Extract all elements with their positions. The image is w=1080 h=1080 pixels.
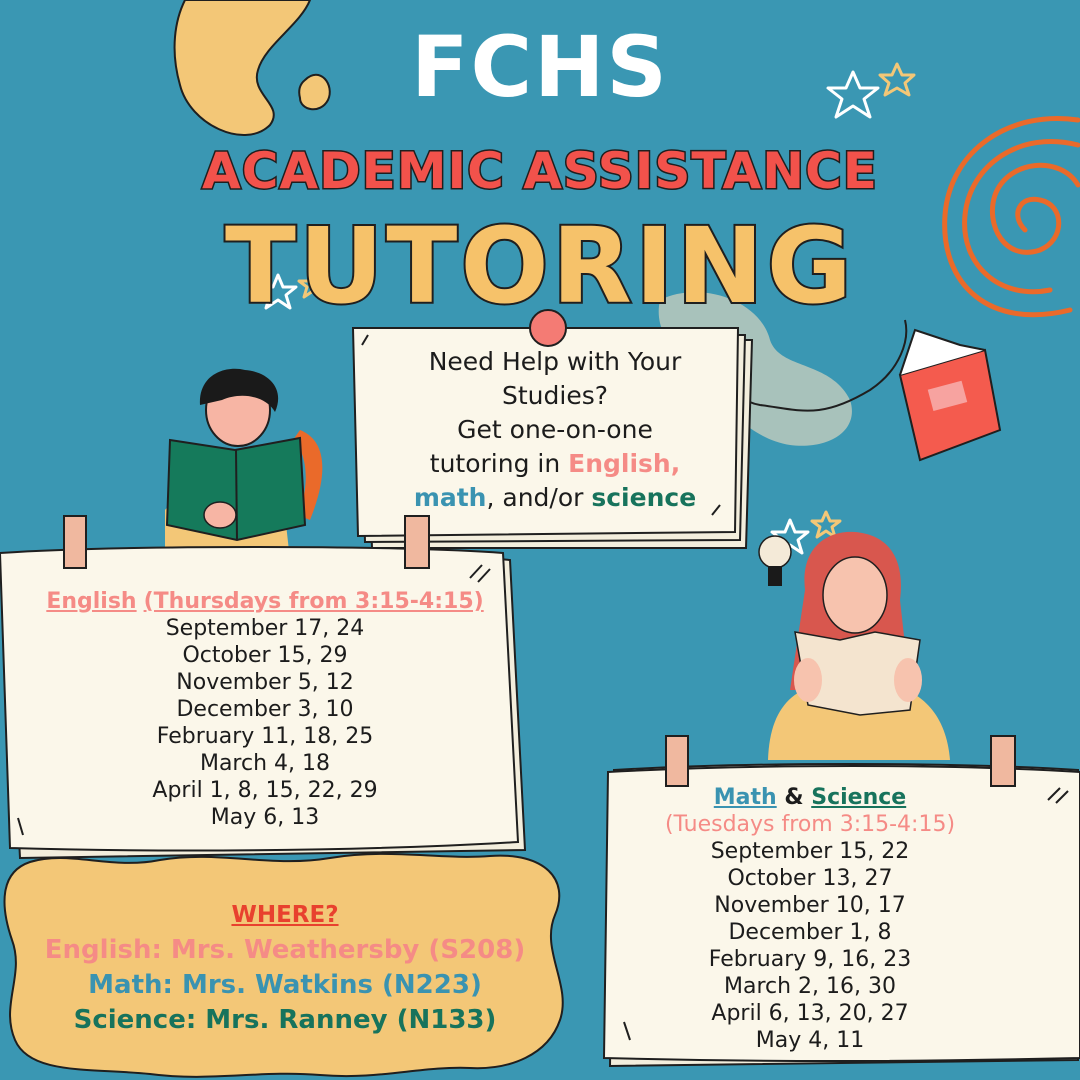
- english-date: December 3, 10: [176, 697, 354, 722]
- intro-line: Need Help with Your: [428, 347, 682, 376]
- english-subject: English: [46, 589, 137, 614]
- english-time: (Thursdays from 3:15-4:15): [143, 589, 484, 614]
- math-science-date: December 1, 8: [728, 920, 892, 945]
- intro-text-fragment: , and/or: [486, 483, 592, 512]
- ampersand: &: [776, 785, 812, 810]
- math-science-header: [615, 784, 1005, 811]
- math-science-schedule: [615, 784, 1005, 1054]
- english-date: April 1, 8, 15, 22, 29: [152, 778, 378, 803]
- program-title: ACADEMIC ASSISTANCE: [202, 142, 878, 200]
- math-science-date: May 4, 11: [755, 1028, 865, 1053]
- math-science-date: October 13, 27: [727, 866, 893, 891]
- english-date: September 17, 24: [165, 616, 365, 641]
- math-subject: Math: [713, 785, 777, 810]
- where-english: English: Mrs. Weathersby (S208): [44, 935, 526, 965]
- where-math: Math: Mrs. Watkins (N223): [88, 970, 482, 1000]
- intro-line: [380, 481, 730, 515]
- red-book-illustration: [900, 330, 1000, 460]
- school-title: FCHS: [411, 18, 669, 116]
- english-schedule: [20, 588, 510, 831]
- english-date: May 6, 13: [210, 805, 320, 830]
- intro-line: [380, 447, 730, 481]
- science-highlight: science: [591, 483, 697, 512]
- intro-comma: ,: [670, 449, 681, 478]
- math-science-date: March 2, 16, 30: [723, 974, 896, 999]
- english-highlight: English: [568, 449, 671, 478]
- where-title: WHERE?: [231, 902, 339, 928]
- girl-reading-illustration: [759, 532, 950, 760]
- math-highlight: math: [413, 483, 487, 512]
- english-date: March 4, 18: [199, 751, 331, 776]
- english-date: November 5, 12: [176, 670, 354, 695]
- intro-text: [380, 345, 730, 515]
- intro-line: Studies?: [501, 381, 608, 410]
- english-schedule-header: [20, 588, 510, 615]
- english-date: February 11, 18, 25: [156, 724, 374, 749]
- intro-line: Get one-on-one: [457, 415, 653, 444]
- math-science-date: November 10, 17: [714, 893, 906, 918]
- math-science-time: (Tuesdays from 3:15-4:15): [664, 812, 956, 837]
- math-science-date: September 15, 22: [710, 839, 910, 864]
- english-date: October 15, 29: [182, 643, 348, 668]
- math-science-date: February 9, 16, 23: [708, 947, 912, 972]
- tutoring-title: TUTORING: [225, 205, 855, 327]
- intro-text-fragment: tutoring in: [429, 449, 569, 478]
- boy-reading-illustration: [165, 369, 322, 560]
- science-subject: Science: [811, 785, 907, 810]
- where-science: Science: Mrs. Ranney (N133): [73, 1005, 497, 1035]
- math-science-date: April 6, 13, 20, 27: [711, 1001, 909, 1026]
- where-section: [15, 898, 555, 1038]
